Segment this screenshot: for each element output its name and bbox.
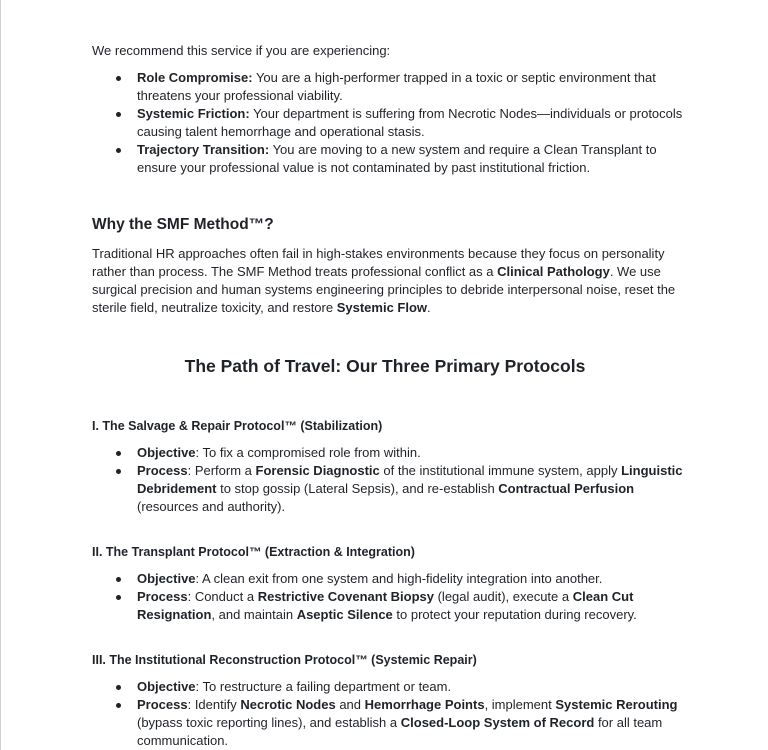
process-text-run: , and maintain (211, 607, 297, 622)
process-bold-term: Forensic Diagnostic (255, 463, 380, 478)
process-bold-term: Restrictive Covenant Biopsy (257, 589, 434, 604)
objective-label: Objective (137, 679, 196, 694)
process-text-run: (legal audit), execute a (433, 589, 573, 604)
process-text-run: of the institutional immune system, apply (379, 463, 622, 478)
process-text-run: for all team communication. (137, 715, 663, 748)
process-label: Process (137, 463, 188, 478)
objective-text: : To restructure a failing department or team. (195, 679, 452, 694)
list-item (92, 444, 692, 462)
protocol-list (92, 444, 692, 516)
process-bold-term: Linguistic Debridement (137, 463, 683, 496)
process-text-run: : Perform a (187, 463, 256, 478)
process-bold-term: Contractual Perfusion (498, 481, 635, 496)
why-bold-1: Clinical Pathology (497, 264, 610, 279)
process-text (137, 463, 683, 514)
process-text-run: (resources and authority). (137, 499, 286, 514)
objective-text: : A clean exit from one system and high-fidelity integration into another. (195, 571, 603, 586)
protocol-title: I. The Salvage & Repair Protocol™ (Stabilization) (92, 419, 383, 433)
list-item (92, 570, 692, 588)
list-item (92, 105, 692, 141)
list-item (92, 678, 692, 696)
clipped-text-line (91, 0, 691, 4)
process-bold-term: Clean Cut Resignation (137, 589, 634, 622)
process-bold-term: Aseptic Silence (296, 607, 393, 622)
process-text-run: to stop gossip (Lateral Sepsis), and re-establish (216, 481, 499, 496)
process-text-run: to protect your reputation during recovery. (392, 607, 637, 622)
protocol-list (92, 570, 692, 624)
process-text-run: : Identify (187, 697, 241, 712)
why-heading: Why the SMF Method™? (92, 216, 274, 233)
list-item-text: You are a high-performer trapped in a toxic or septic environment that threatens your professional viability. (137, 70, 656, 103)
process-bold-term: Necrotic Nodes (240, 697, 336, 712)
process-label: Process (137, 589, 188, 604)
objective-label: Objective (137, 445, 196, 460)
path-heading: The Path of Travel: Our Three Primary Protocols (184, 356, 586, 376)
intro-list (92, 69, 692, 177)
process-text-run: and (335, 697, 365, 712)
why-text-3: . (427, 300, 431, 315)
protocol-list (92, 678, 692, 750)
process-text-run: , implement (484, 697, 556, 712)
process-text-run: (bypass toxic reporting lines), and establish a (137, 715, 401, 730)
list-item (92, 588, 692, 624)
process-label: Process (137, 697, 188, 712)
why-paragraph (92, 245, 692, 317)
list-item (92, 462, 692, 516)
objective-label: Objective (137, 571, 196, 586)
process-bold-term: Systemic Rerouting (555, 697, 678, 712)
list-item-text: You are moving to a new system and require a Clean Transplant to ensure your professional value is not contaminated by past institutional friction. (137, 142, 657, 175)
list-item-term: Role Compromise: (137, 70, 253, 85)
why-text-2: . We use surgical precision and human systems engineering principles to debride interpersonal noise, reset the sterile field, neutralize toxicity, and restore (92, 264, 676, 315)
list-item-text: Your department is suffering from Necrotic Nodes—individuals or protocols causing talent hemorrhage and operational stasis. (137, 106, 683, 139)
list-item (92, 696, 692, 750)
objective-text: : To fix a compromised role from within. (195, 445, 421, 460)
protocol-title: III. The Institutional Reconstruction Protocol™ (Systemic Repair) (92, 653, 477, 667)
process-text-run: : Conduct a (187, 589, 258, 604)
list-item-term: Systemic Friction: (137, 106, 250, 121)
process-text (137, 697, 677, 748)
process-bold-term: Hemorrhage Points (364, 697, 485, 712)
why-text-1: Traditional HR approaches often fail in high-stakes environments because they focus on personality rather than process. The SMF Method treats professional conflict as a (92, 246, 665, 279)
process-bold-term: Closed-Loop System of Record (400, 715, 595, 730)
protocol-title: II. The Transplant Protocol™ (Extraction & Integration) (92, 545, 415, 559)
why-bold-2: Systemic Flow (336, 300, 428, 315)
list-item (92, 141, 692, 177)
intro-lead: We recommend this service if you are experiencing: (92, 43, 391, 58)
list-item (92, 69, 692, 105)
process-text (137, 589, 637, 622)
list-item-term: Trajectory Transition: (137, 142, 270, 157)
